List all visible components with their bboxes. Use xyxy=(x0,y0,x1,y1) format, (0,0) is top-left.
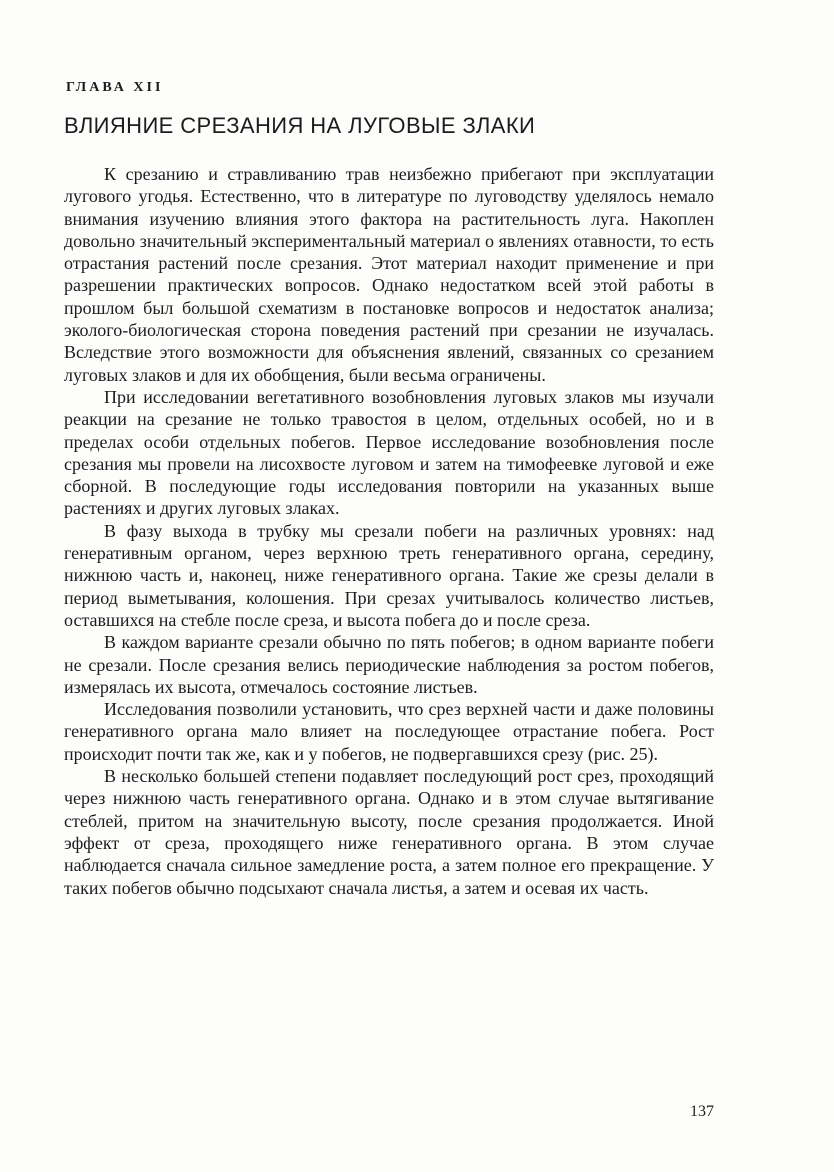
paragraph-1: К срезанию и стравливанию трав неизбежно прибегают при эксплуатации лугового угодья. Естественно, что в литературе по луговодству уделялось немало внимания изучению влияния этого фактора на растительность луга. Накоплен довольно значительный экспериментальный материал о явлениях отавности, то есть отрастания растений после срезания. Этот материал находит применение и при разрешении практических вопросов. Однако недостатком всей этой работы в прошлом был большой схематизм в постановке вопросов и недостаток анализа; эколого-биологическая сторона поведения растений при срезании не изучалась. Вследствие этого возможности для объяснения явлений, связанных со срезанием луговых злаков и для их обобщения, были весьма ограничены. xyxy=(64,164,714,385)
paragraph-3: В фазу выхода в трубку мы срезали побеги на различных уровнях: над генеративным органом, через верхнюю треть генеративного органа, середину, нижнюю часть и, наконец, ниже генеративного органа. Такие же срезы делали в период выметывания, колошения. При срезах учитывалось количество листьев, оставшихся на стебле после среза, и высота побега до и после среза. xyxy=(64,520,714,630)
body-text xyxy=(64,163,714,899)
chapter-title: ВЛИЯНИЕ СРЕЗАНИЯ НА ЛУГОВЫЕ ЗЛАКИ xyxy=(64,113,536,138)
paragraph-5: Исследования позволили установить, что срез верхней части и даже половины генеративного органа мало влияет на последующее отрастание побега. Рост происходит почти так же, как и у побегов, не подвергавшихся срезу (рис. 25). xyxy=(64,699,714,764)
paragraph-4: В каждом варианте срезали обычно по пять побегов; в одном варианте побеги не срезали. После срезания велись периодические наблюдения за ростом побегов, измерялась их высота, отмечалось состояние листьев. xyxy=(64,632,714,697)
page-number: 137 xyxy=(690,1103,714,1120)
chapter-label: ГЛАВА XII xyxy=(66,80,164,95)
paragraph-6: В несколько большей степени подавляет последующий рост срез, проходящий через нижнюю часть генеративного органа. Однако и в этом случае вытягивание стеблей, притом на значительную высоту, после срезания продолжается. Иной эффект от среза, проходящего ниже генеративного органа. В этом случае наблюдается сначала сильное замедление роста, а затем полное его прекращение. У таких побегов обычно подсыхают сначала листья, а затем и осевая их часть. xyxy=(64,766,714,898)
paragraph-2: При исследовании вегетативного возобновления луговых злаков мы изучали реакции на срезание не только травостоя в целом, отдельных особей, но и в пределах особи отдельных побегов. Первое исследование возобновления после срезания мы провели на лисохвосте луговом и затем на тимофеевке луговой и еже сборной. В последующие годы исследования повторили на указанных выше растениях и других луговых злаках. xyxy=(64,386,714,519)
